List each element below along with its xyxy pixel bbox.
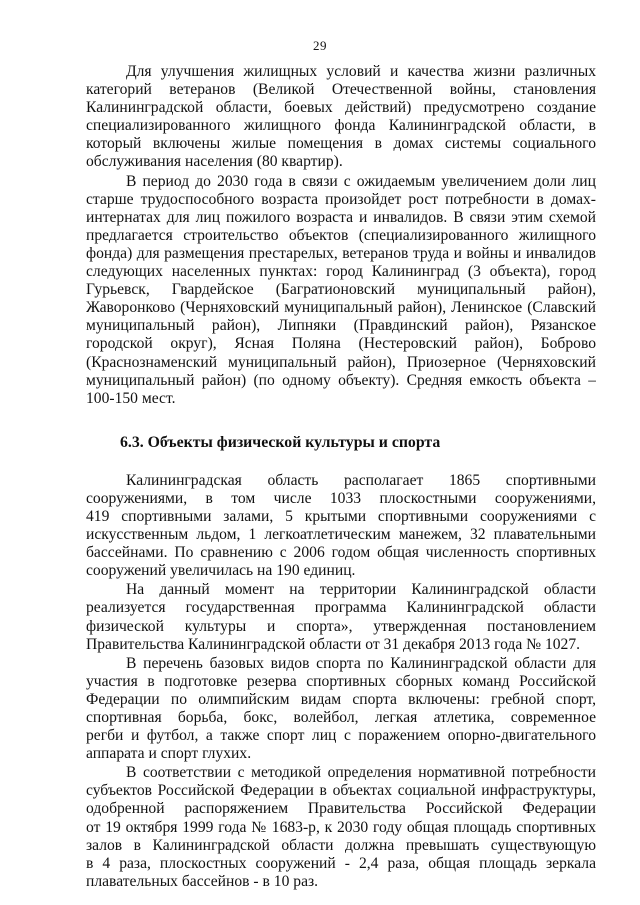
section-heading: 6.3. Объекты физической культуры и спорта [120,433,441,451]
text-line: категорий ветеранов (Великой Отечественной войны, становления [86,81,596,99]
text-line: В соответствии с методикой определения нормативной потребности [126,764,596,782]
text-line: аппарата и спорт глухих. [86,745,252,763]
text-line: залов в Калининградской области должна превышать существующую [86,836,596,854]
text-line: бассейнами. По сравнению с 2006 годом общая численность спортивных [86,544,596,562]
page-number: 29 [313,38,327,53]
text-line: регби и футбол, а также спорт лиц с поражением опорно-двигательного [86,727,596,745]
text-line: спортивная борьба, бокс, волейбол, легкая атлетика, современное [86,709,596,726]
text-line: одобренной распоряжением Правительства Российской Федерации [86,800,596,818]
text-line: фонда) для размещения престарелых, ветеранов труда и войны и инвалидов [86,244,596,262]
text-line: Для улучшения жилищных условий и качества жизни различных [126,63,596,80]
text-line: субъектов Российской Федерации в объектах социальной инфраструктуры, [86,782,596,800]
text-line: специализированного жилищного фонда Калининградской области, в [86,117,596,135]
text-line: сооружений увеличилась на 190 единиц. [86,562,356,580]
paragraph-base-sports [86,655,596,764]
text-line: городской округ), Ясная Поляна (Нестеровский район), Боброво [86,335,596,353]
text-line: муниципальный район) (по одному объекту). Средняя емкость объекта – [86,371,596,389]
text-line: (Краснознаменский муниципальный район), Приозерное (Черняховский [86,353,596,371]
text-line: старше трудоспособного возраста произойдет рост потребности в домах- [86,190,596,208]
text-line: Калининградской области, боевых действий) предусмотрено создание [86,99,596,117]
text-line: 419 спортивными залами, 5 крытыми спортивными сооружениями с [86,507,596,525]
text-line: плавательных бассейнов - в 10 раз. [86,872,319,890]
paragraph-veterans-housing [86,63,596,172]
paragraph-normative-demand [86,764,596,891]
text-line: Жаворонково (Черняховский муниципальный район), Ленинское (Славский [86,299,596,317]
text-line: участия в подготовке резерва спортивных сборных команд Российской [86,672,596,690]
text-line: в 4 раза, плоскостных сооружений - 2,4 раза, общая площадь зеркала [86,854,596,872]
document-body [86,63,596,891]
text-line: В перечень базовых видов спорта по Калининградской области для [126,654,596,672]
text-line: сооружениями, в том числе 1033 плоскостными сооружениями, [86,489,596,507]
text-line: В период до 2030 года в связи с ожидаемым увеличением доли лиц [126,172,596,190]
paragraph-state-program [86,581,596,653]
text-line: от 19 октября 1999 года № 1683-р, к 2030 году общая площадь спортивных [86,818,596,836]
paragraph-elderly-homes [86,173,596,408]
text-line: следующих населенных пунктах: город Калининград (3 объекта), город [86,263,596,281]
text-line: Гурьевск, Гвардейское (Багратионовский муниципальный район), [86,281,596,299]
text-line: Федерации по олимпийским видам спорта включены: гребной спорт, [86,690,596,708]
text-line: физической культуры и спорта», утвержденная постановлением [86,617,596,635]
text-line: На данный момент на территории Калининградской области [126,581,596,599]
text-line: реализуется государственная программа Калининградской области [86,599,596,617]
text-line: интернатах для лиц пожилого возраста и инвалидов. В связи этим схемой [86,208,596,226]
paragraph-sports-facilities [86,472,596,581]
text-line: искусственным льдом, 1 легкоатлетическим манежем, 32 плавательными [86,526,596,544]
text-line: Калининградская область располагает 1865 спортивными [126,471,596,489]
text-line: который включены жилые помещения в домах системы социального [86,135,596,153]
text-line: Правительства Калининградской области от 31 декабря 2013 года № 1027. [86,635,581,653]
text-line: предлагается строительство объектов (специализированного жилищного [86,226,596,244]
text-line: муниципальный район), Липняки (Правдинский район), Рязанское [86,317,596,335]
text-line: обслуживания населения (80 квартир). [86,153,343,171]
text-line: 100-150 мест. [86,389,176,407]
